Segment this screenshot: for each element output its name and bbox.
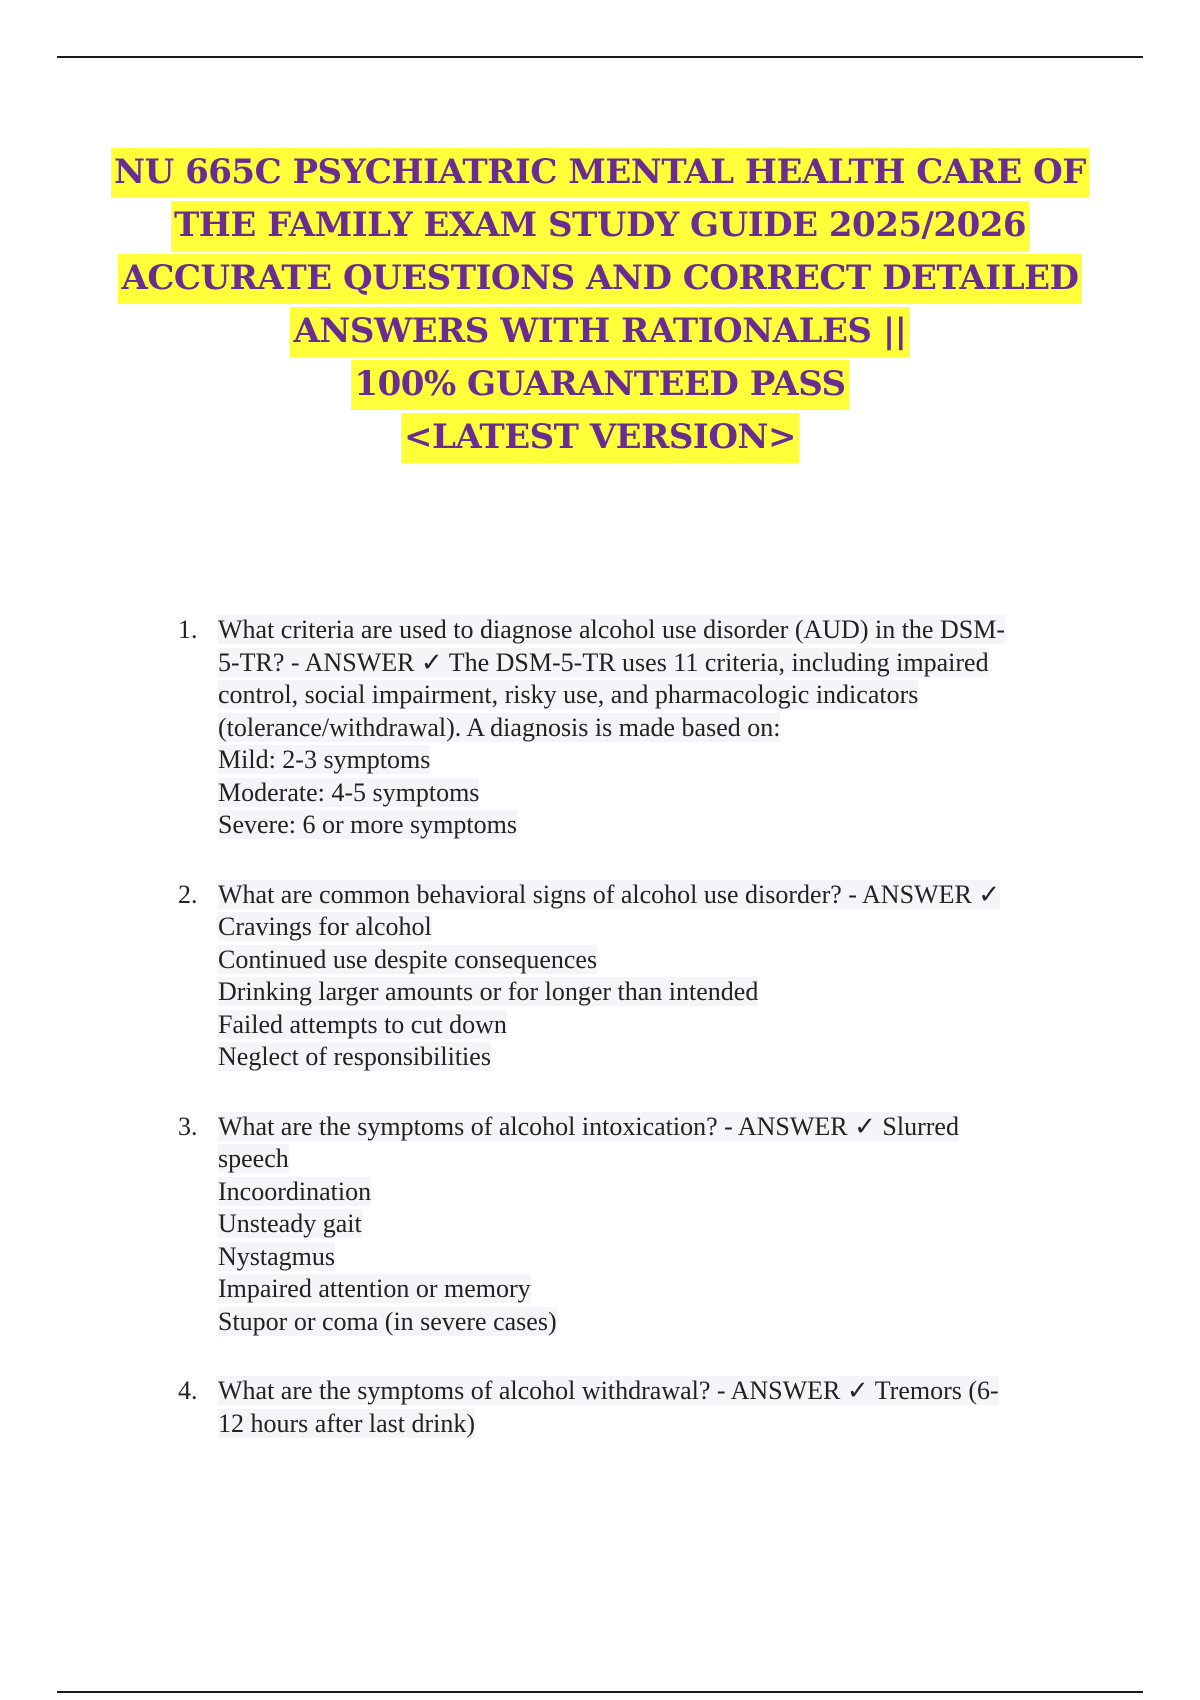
answer-line: speech <box>218 1144 289 1173</box>
top-rule <box>57 56 1143 58</box>
title-line: <LATEST VERSION> <box>100 411 1100 464</box>
title-line: ANSWERS WITH RATIONALES || <box>100 305 1100 358</box>
answer-line: Nystagmus <box>218 1241 335 1271</box>
title-line: ACCURATE QUESTIONS AND CORRECT DETAILED <box>100 252 1100 305</box>
answer-line: Unsteady gait <box>218 1209 362 1238</box>
question-item-1 <box>178 614 1078 842</box>
question-item-2 <box>178 879 1078 1074</box>
bottom-rule <box>57 1691 1143 1693</box>
answer-line: Failed attempts to cut down <box>218 1009 507 1039</box>
answer-line: Drinking larger amounts or for longer than intended <box>218 977 759 1006</box>
question-item-3 <box>178 1111 1078 1339</box>
answer-line: Cravings for alcohol <box>218 912 432 941</box>
title-line: 100% GUARANTEED PASS <box>100 358 1100 411</box>
question-text-line: control, social impairment, risky use, and pharmacologic indicators <box>218 680 919 709</box>
question-text-line: 5-TR? - ANSWER ✓ The DSM-5-TR uses 11 criteria, including impaired <box>218 647 989 677</box>
answer-line: Impaired attention or memory <box>218 1274 531 1303</box>
title-line: NU 665C PSYCHIATRIC MENTAL HEALTH CARE OF <box>100 146 1100 199</box>
question-text-line: (tolerance/withdrawal). A diagnosis is made based on: <box>218 712 781 742</box>
answer-line: Mild: 2-3 symptoms <box>218 745 431 774</box>
answer-line: Stupor or coma (in severe cases) <box>218 1306 557 1336</box>
title-line: THE FAMILY EXAM STUDY GUIDE 2025/2026 <box>100 199 1100 252</box>
question-number: 3. <box>178 1111 198 1141</box>
document-title <box>100 146 1100 464</box>
question-text-line: What are the symptoms of alcohol intoxication? - ANSWER ✓ Slurred <box>218 1111 959 1141</box>
question-number: 1. <box>178 615 198 644</box>
answer-line: 12 hours after last drink) <box>218 1408 476 1438</box>
question-list <box>178 614 1078 1477</box>
answer-line: Severe: 6 or more symptoms <box>218 810 517 839</box>
answer-line: Continued use despite consequences <box>218 944 598 974</box>
question-text-line: What are common behavioral signs of alcohol use disorder? - ANSWER ✓ <box>218 879 1001 909</box>
answer-line: Moderate: 4-5 symptoms <box>218 777 480 807</box>
answer-line: Neglect of responsibilities <box>218 1042 491 1071</box>
question-number: 4. <box>178 1376 198 1405</box>
answer-line: Incoordination <box>218 1176 372 1206</box>
question-item-4 <box>178 1375 1078 1440</box>
question-text-line: What criteria are used to diagnose alcohol use disorder (AUD) in the DSM- <box>218 615 1005 644</box>
question-text-line: What are the symptoms of alcohol withdrawal? - ANSWER ✓ Tremors (6- <box>218 1376 999 1405</box>
question-number: 2. <box>178 879 198 909</box>
